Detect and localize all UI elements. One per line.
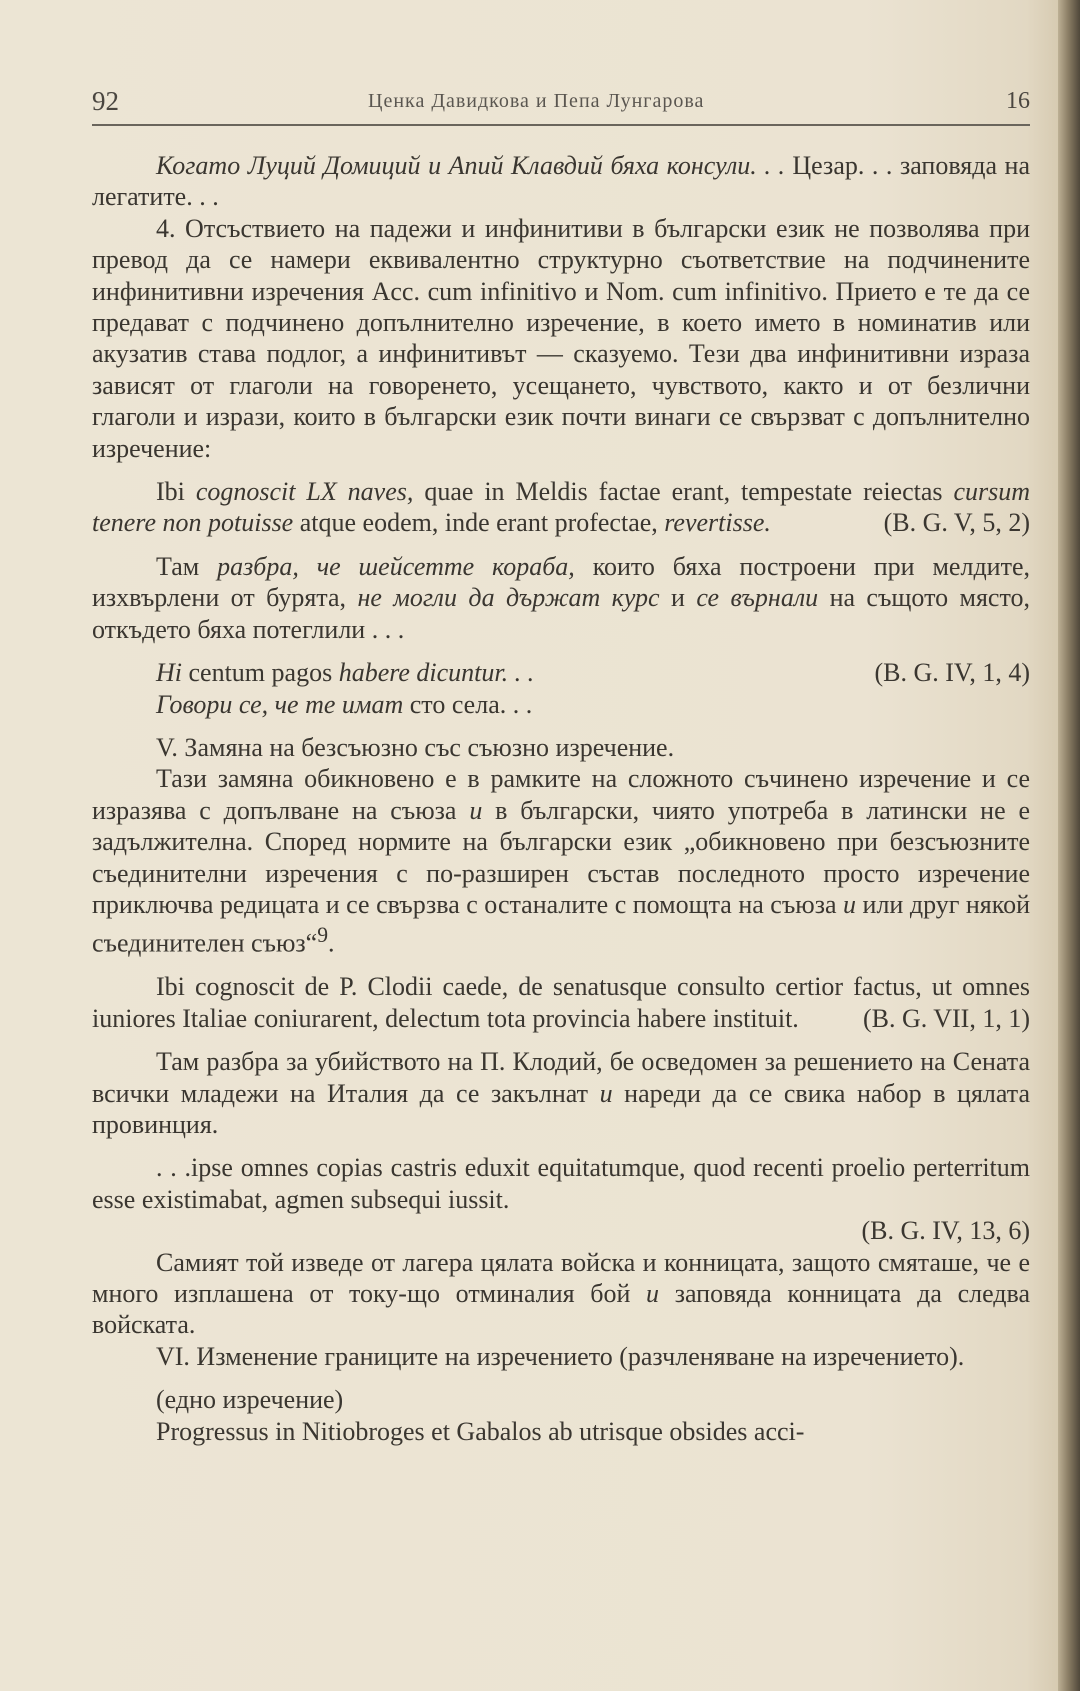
source-reference: (B. G. IV, 13, 6) — [861, 1216, 1030, 1246]
text-span: Тази замяна обикновено е в рамките на сложното съчинено изречение и се изразява с допълване на съюза — [92, 764, 1030, 825]
text-span: atque eodem, inde erant profectae, — [293, 508, 665, 538]
translation — [92, 689, 1030, 720]
italic-span: разбра, че шейсетте кораба, — [217, 551, 575, 581]
paragraph: 4. Отсъствието на падежи и инфинитиви в български език не позволява при превод да се намери еквивалентно структурно съответствие на подчинените инфинитивни изречения Acc. cum infinitivo и Nom. cum infinitivo. Прието е те да се предават с подчинено допълнително изречение, в което името в номинатив или акузатив става подлог, а инфинитивът — сказуемо. Тези два инфинитивни израза зависят от глаголи на говоренето, усещането, чувството, както и от безлични глаголи и изрази, които в български език почти винаги се свързват с допълнително изречение: — [92, 213, 1030, 463]
latin-example: Progressus in Nitiobroges et Gabalos ab utrisque obsides acci- — [156, 1416, 805, 1446]
italic-span: се върнали — [696, 583, 819, 613]
text-span: или друг някой съединителен съюз“ — [92, 889, 1030, 958]
text-span: centum pagos — [182, 658, 339, 688]
book-spine — [1058, 0, 1080, 1691]
translation — [92, 1046, 1030, 1140]
section-heading-vi: VI. Изменение границите на изречението (разчленяване на изречението). — [156, 1341, 965, 1371]
text-span: нареди да се свика набор в цялата провинция. — [92, 1078, 1030, 1140]
latin-example — [92, 476, 1030, 539]
text-span: сто села. . . — [403, 689, 533, 719]
text-span: които бяха построени при мелдите, изхвърлени от бурята, — [92, 551, 1030, 613]
running-title: Ценка Давидкова и Пепа Лунгарова — [368, 90, 705, 112]
text-span: Цезар. . . заповяда на легатите. . . — [92, 151, 1030, 212]
latin-example — [92, 971, 1030, 1034]
source-reference: (B. G. VII, 1, 1) — [862, 1003, 1030, 1033]
italic-span: Когато Луций Домиций и Апий Клавдий бяха консули. . . — [156, 151, 785, 180]
italic-span: habere dicuntur. . . — [338, 658, 535, 688]
page-number: 92 — [92, 86, 119, 116]
italic-span: cognoscit LX naves, — [195, 477, 414, 507]
italic-span: Говори се, че те имат — [156, 689, 404, 719]
source-reference: (B. G. IV, 1, 4) — [874, 658, 1030, 688]
text-span: Там разбра за убийството на П. Клодий, бе осведомен за решението на Сената всички младежи на Италия да се закълнат — [92, 1047, 1030, 1108]
text-span: Там — [156, 551, 218, 581]
italic-span: Hi — [156, 658, 182, 688]
body-text — [92, 150, 1030, 1447]
paragraph — [92, 763, 1030, 959]
text-span: quae in Meldis factae erant, tempestate reiectas — [413, 477, 954, 507]
text-span: на същото място, откъдето бяха потеглили . . . — [92, 583, 1030, 644]
italic-span: и — [646, 1279, 660, 1309]
footnote-mark: 9 — [317, 923, 329, 948]
latin-example: . . .ipse omnes copias castris eduxit equitatumque, quod recenti proelio perterritum esse existimabat, agmen subsequi iussit. — [92, 1153, 1030, 1214]
source-reference: (B. G. V, 5, 2) — [883, 508, 1030, 538]
italic-span: и — [599, 1078, 613, 1108]
italic-span: и — [843, 889, 857, 919]
running-header — [92, 86, 1030, 126]
italic-span: не могли да държат курс — [357, 583, 660, 613]
text-span: и — [659, 583, 697, 613]
text-span: Ibi cognoscit de P. Clodii caede, de senatusque consulto certior factus, ut omnes iuniores Italiae coniurarent, delectum tota provincia habere instituit. — [92, 972, 1030, 1033]
latin-example — [92, 657, 1030, 688]
italic-span: cursum tenere non potuisse — [92, 477, 1031, 538]
text-span: заповяда конницата да следва войската. — [92, 1279, 1030, 1340]
italic-span: и — [469, 795, 483, 825]
translation — [92, 1247, 1030, 1341]
translation — [92, 551, 1030, 645]
section-number: 16 — [1006, 88, 1030, 114]
header-rule — [92, 124, 1030, 126]
section-heading-v: V. Замяна на безсъюзно със съюзно изречение. — [156, 732, 675, 762]
italic-span: revertisse. — [664, 508, 771, 538]
text-span: Самият той изведе от лагера цялата войска и конницата, защото смяташе, че е много изплашена от току-що отминалия бой — [92, 1247, 1030, 1309]
text-span: в български, чиято употреба в латински не е задължителна. Според нормите на български език „обикновено при безсъюзните съединителни изречения с по-разширен състав последното просто изречение приключва редицата и се свързва с останалите с помощта на съюза — [92, 795, 1031, 919]
paragraph — [92, 150, 1030, 213]
text-span: Ibi — [156, 477, 196, 507]
paragraph: (едно изречение) — [156, 1385, 344, 1415]
text-span: . — [328, 929, 335, 958]
